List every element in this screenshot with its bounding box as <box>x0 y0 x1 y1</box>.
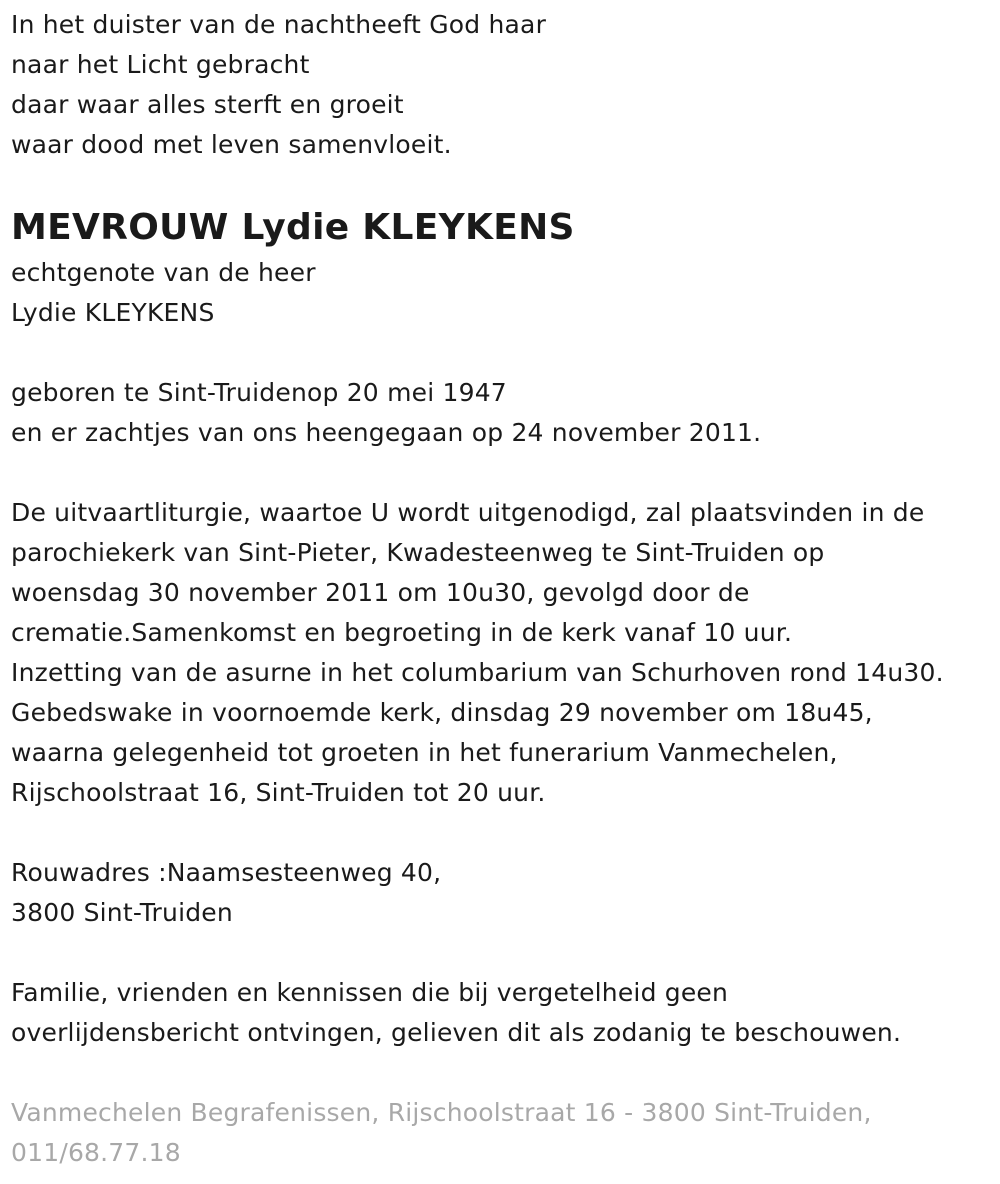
life-dates <box>11 373 994 453</box>
funeral-home-footer <box>11 1093 994 1173</box>
poem-line: daar waar alles sterft en groeit <box>11 90 404 119</box>
spouse-name: Lydie KLEYKENS <box>11 298 215 327</box>
ceremony-line: parochiekerk van Sint-Pieter, Kwadesteenweg te Sint-Truiden op <box>11 538 825 567</box>
relation-line: echtgenote van de heer <box>11 258 316 287</box>
address-line: Rouwadres :Naamsesteenweg 40, <box>11 858 442 887</box>
family-notice <box>11 973 994 1053</box>
poem-line: In het duister van de nachtheeft God haar <box>11 10 547 39</box>
ceremony-line: Gebedswake in voornoemde kerk, dinsdag 29 november om 18u45, <box>11 698 873 727</box>
ceremony-line: woensdag 30 november 2011 om 10u30, gevolgd door de <box>11 578 750 607</box>
birth-line: geboren te Sint-Truidenop 20 mei 1947 <box>11 378 507 407</box>
address-line: 3800 Sint-Truiden <box>11 898 233 927</box>
relation <box>11 253 994 333</box>
deceased-name: MEVROUW Lydie KLEYKENS <box>11 207 575 248</box>
poem-line: naar het Licht gebracht <box>11 50 310 79</box>
funeral-home-phone: 011/68.77.18 <box>11 1138 181 1167</box>
family-notice-line: overlijdensbericht ontvingen, gelieven dit als zodanig te beschouwen. <box>11 1018 902 1047</box>
ceremony-line: Inzetting van de asurne in het columbarium van Schurhoven rond 14u30. <box>11 658 944 687</box>
mourning-address <box>11 853 994 933</box>
poem-line: waar dood met leven samenvloeit. <box>11 130 452 159</box>
ceremony-line: De uitvaartliturgie, waartoe U wordt uitgenodigd, zal plaatsvinden in de <box>11 498 925 527</box>
ceremony-line: crematie.Samenkomst en begroeting in de kerk vanaf 10 uur. <box>11 618 793 647</box>
poem <box>11 5 994 165</box>
deceased-name-heading <box>11 203 994 253</box>
ceremony-line: Rijschoolstraat 16, Sint-Truiden tot 20 uur. <box>11 778 546 807</box>
funeral-home-address: Vanmechelen Begrafenissen, Rijschoolstraat 16 - 3800 Sint-Truiden, <box>11 1098 872 1127</box>
ceremony-line: waarna gelegenheid tot groeten in het funerarium Vanmechelen, <box>11 738 838 767</box>
ceremony-details <box>11 493 994 813</box>
death-line: en er zachtjes van ons heengegaan op 24 november 2011. <box>11 418 762 447</box>
family-notice-line: Familie, vrienden en kennissen die bij vergetelheid geen <box>11 978 729 1007</box>
